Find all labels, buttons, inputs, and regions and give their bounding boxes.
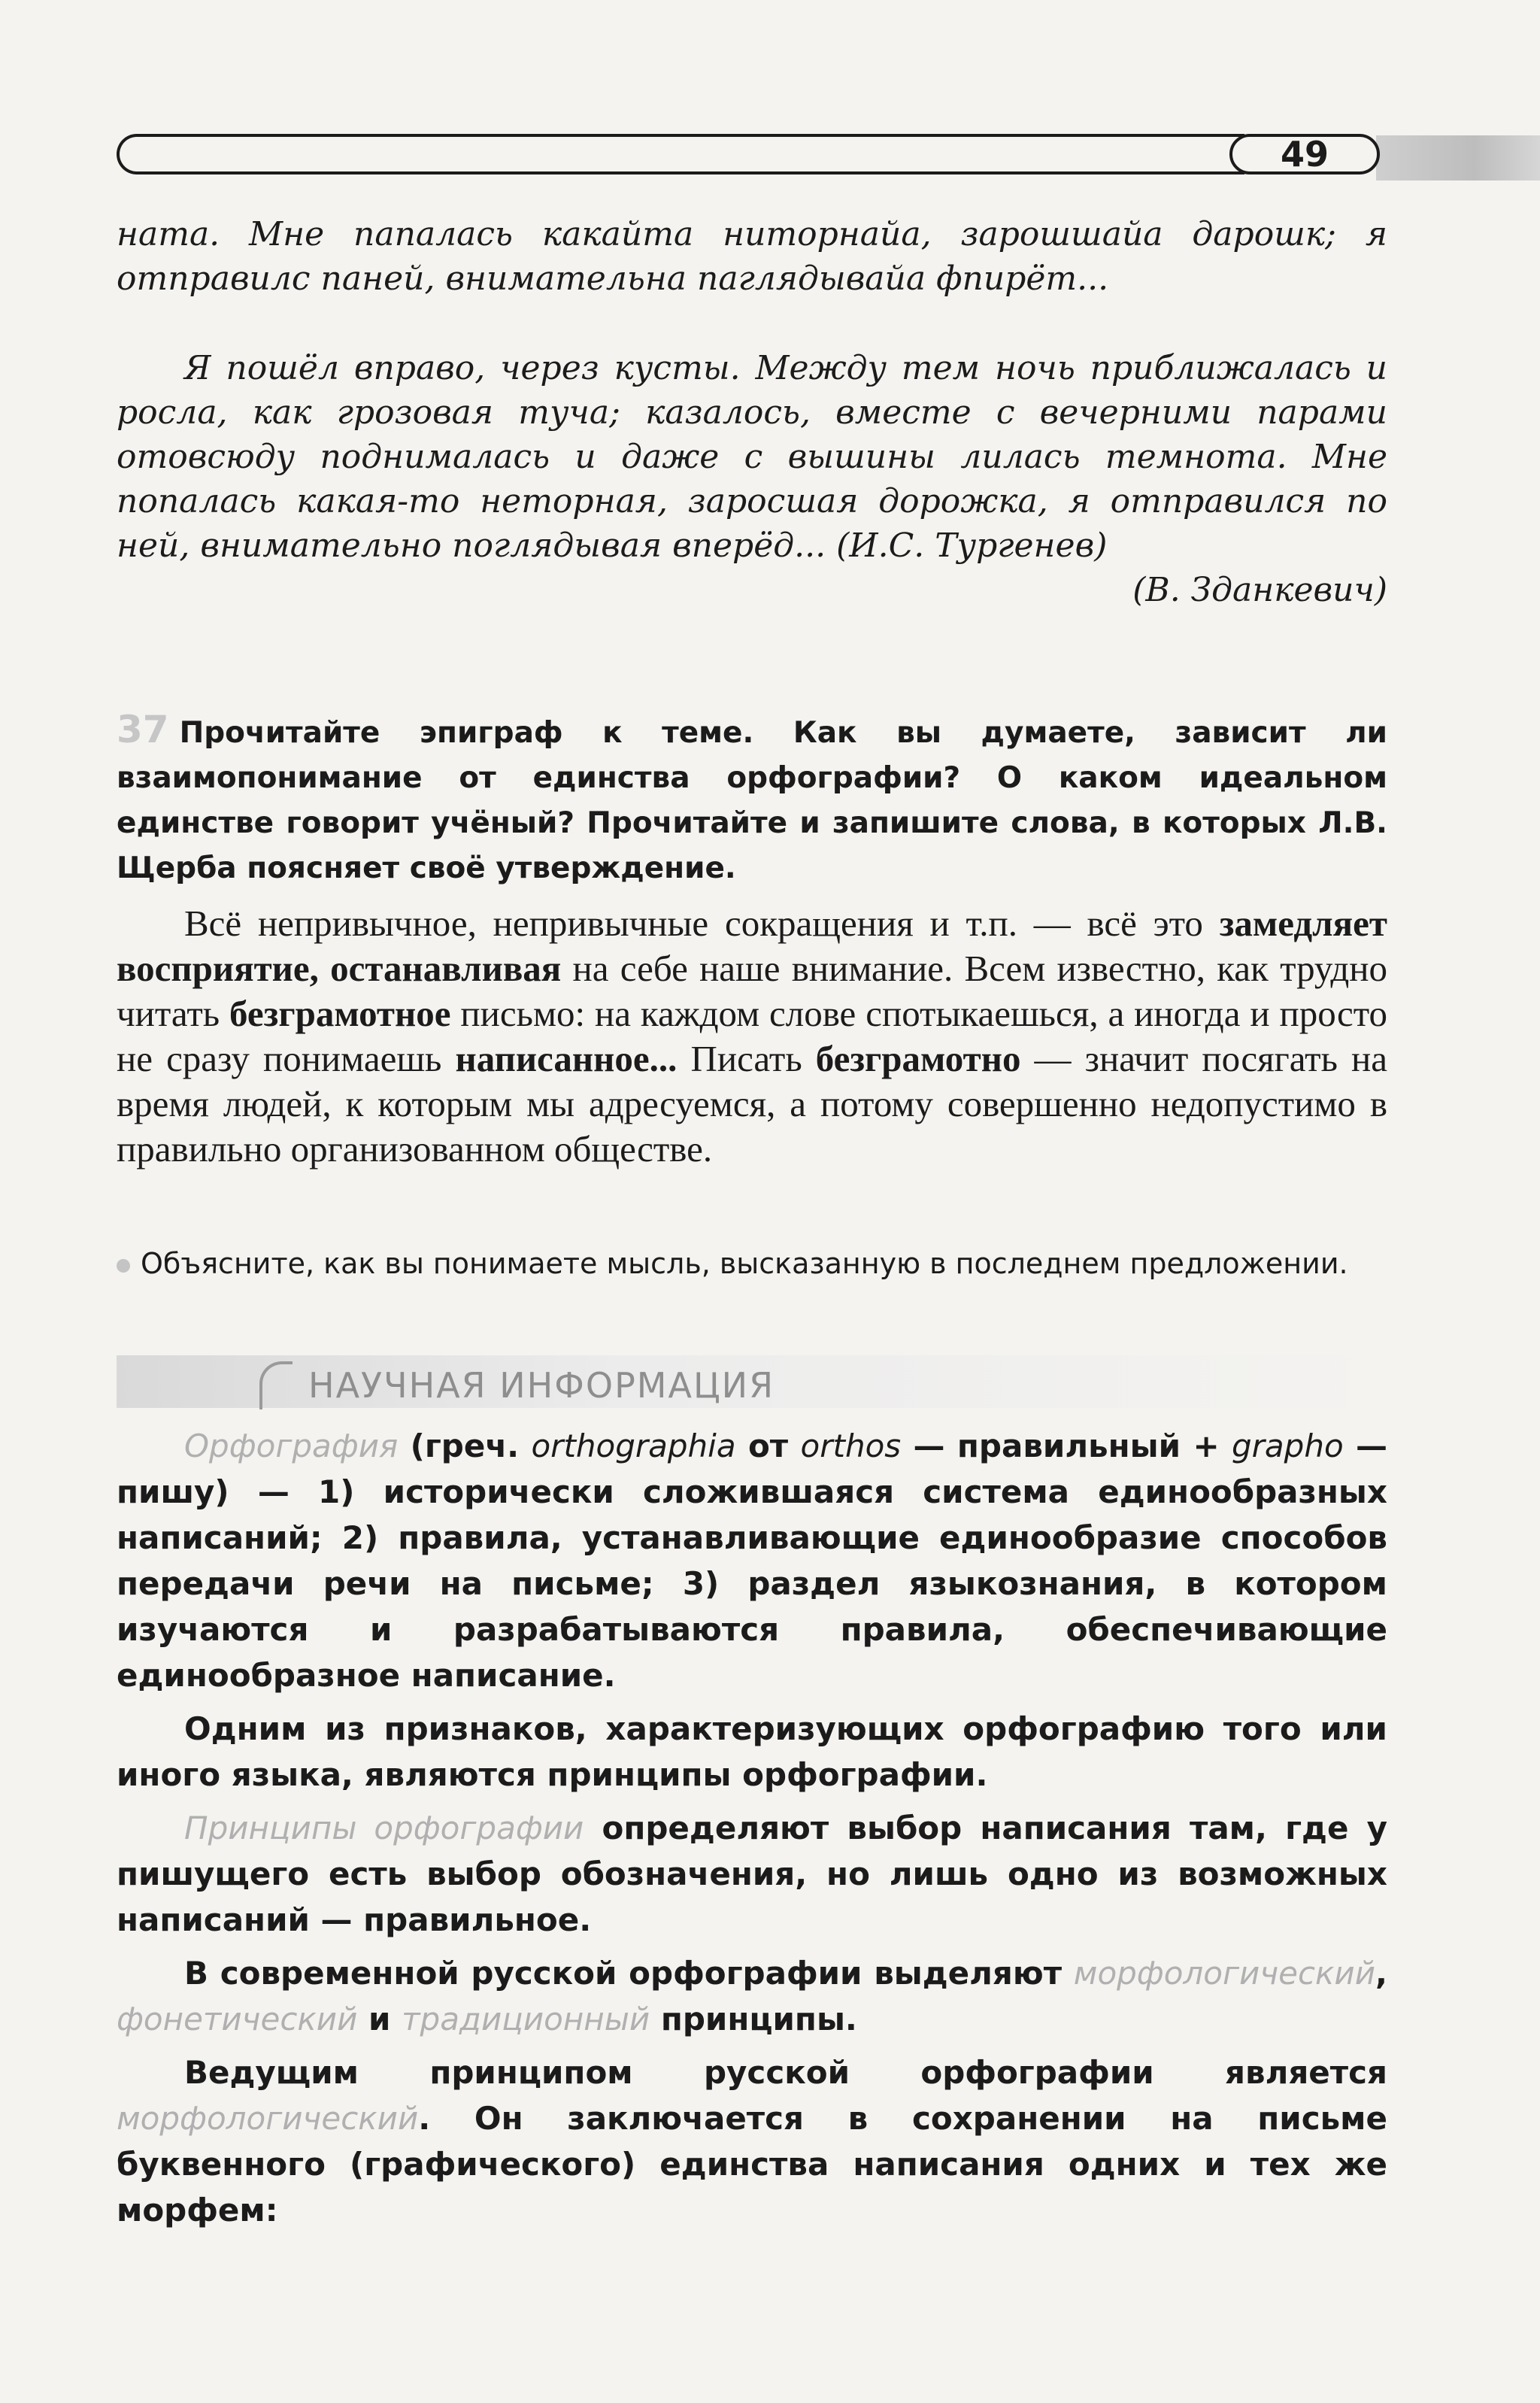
original-paragraph: Я пошёл вправо, через кусты. Между тем ночь приближалась и росла, как грозовая туча; казалось, вместе с вечерними парами отовсюду поднималась и даже с вышины лилась темнота. Мне попалась какая-то неторная, заросшая дорожка, я отправился по ней, внимательно поглядывая вперёд... (И.С. Тургенев)	[117, 349, 1387, 565]
attribution: (В. Зданкевич)	[1132, 571, 1387, 609]
text-part: Ведущим принципом русской орфографии является	[184, 2054, 1387, 2091]
quote-part: Всё непривычное, непривычные сокращения и т.п. — всё это	[184, 903, 1220, 944]
question-text: Объясните, как вы понимаете мысль, высказанную в последнем предложении.	[141, 1247, 1348, 1280]
term: фонетический	[117, 2001, 358, 2037]
bullet-dot-icon	[117, 1259, 130, 1273]
original-text	[117, 346, 1387, 612]
term: морфологический	[117, 2100, 419, 2137]
text-part: принципы.	[650, 2001, 857, 2037]
term: традиционный	[402, 2001, 650, 2037]
latin-word: orthographia	[531, 1428, 736, 1464]
quote-bold: безграмотное	[229, 993, 451, 1034]
header-shade	[1376, 135, 1540, 181]
quote-part: — значит посягать на время людей, к которым мы адресуемся, а потому совершенно недопустимо в правильно организованном обществе.	[117, 1038, 1388, 1170]
text-part: определяют выбор написания там, где у пишущего есть выбор обозначения, но лишь одно из возможных написаний — правильное.	[117, 1810, 1387, 1938]
question	[117, 1242, 1387, 1285]
text-part: (греч.	[398, 1428, 532, 1464]
quote-part: письмо: на каждом слове спотыкаешься, а иногда и просто не сразу понимаешь	[117, 993, 1387, 1079]
principles-list	[117, 1950, 1387, 2042]
quote-part: Писать	[677, 1038, 816, 1079]
task-37	[117, 707, 1387, 891]
text-part: ,	[1375, 1955, 1387, 1992]
leading-principle	[117, 2050, 1387, 2233]
term: морфологический	[1073, 1955, 1376, 1992]
scherba-quote	[117, 901, 1387, 1172]
task-text	[117, 707, 1387, 891]
principles-paragraph: Одним из признаков, характеризующих орфографию того или иного языка, являются принципы орфографии.	[117, 1710, 1387, 1793]
quote-paragraph	[117, 901, 1387, 1172]
quote-bold: написанное...	[455, 1038, 678, 1079]
page-number: 49	[1229, 134, 1380, 174]
header-rule	[117, 134, 1244, 174]
definition-paragraph	[117, 1423, 1387, 1698]
text-part: — правильный +	[901, 1428, 1232, 1464]
question-block	[117, 1242, 1387, 1285]
latin-word: orthos	[800, 1428, 902, 1464]
text-part: от	[735, 1428, 801, 1464]
text-part: В современной русской орфографии выделяют	[184, 1955, 1074, 1992]
quote-part: на себе наше внимание. Всем известно, как трудно читать	[117, 948, 1387, 1034]
principles-definition	[117, 1805, 1387, 1943]
science-text	[117, 1423, 1387, 2233]
text-part: — пишу) — 1) исторически сложившаяся система единообразных написаний; 2) правила, устанавливающие единообразие способов передачи речи на письме; 3) раздел языкознания, в котором изучаются и разрабатываются правила, обеспечивающие единообразное написание.	[117, 1428, 1388, 1694]
latin-word: grapho	[1232, 1428, 1344, 1464]
term: Принципы орфографии	[184, 1810, 584, 1846]
task-body: Прочитайте эпиграф к теме. Как вы думаете, зависит ли взаимопонимание от единства орфографии? О каком идеальном единстве говорит учёный? Прочитайте и запишите слова, в которых Л.В. Щерба поясняет своё утверждение.	[117, 716, 1387, 885]
distorted-paragraph: ната. Мне папалась какайта ниторнайа, зарошшайа дарошк; я отправилс паней, внимательна паглядывайа фпирёт...	[117, 215, 1387, 298]
quote-bold: замедляет восприятие, останавливая	[117, 903, 1387, 989]
distorted-text	[117, 212, 1387, 301]
text-part: и	[357, 2001, 402, 2037]
text-part: . Он заключается в сохранении на письме буквенного (графического) единства написания одних и тех же морфем:	[117, 2100, 1387, 2229]
quote-bold: безграмотно	[815, 1038, 1021, 1079]
term: Орфография	[184, 1428, 399, 1464]
section-title: НАУЧНАЯ ИНФОРМАЦИЯ	[308, 1365, 775, 1406]
section-bracket-icon	[259, 1361, 293, 1409]
task-number: 37	[117, 708, 169, 751]
